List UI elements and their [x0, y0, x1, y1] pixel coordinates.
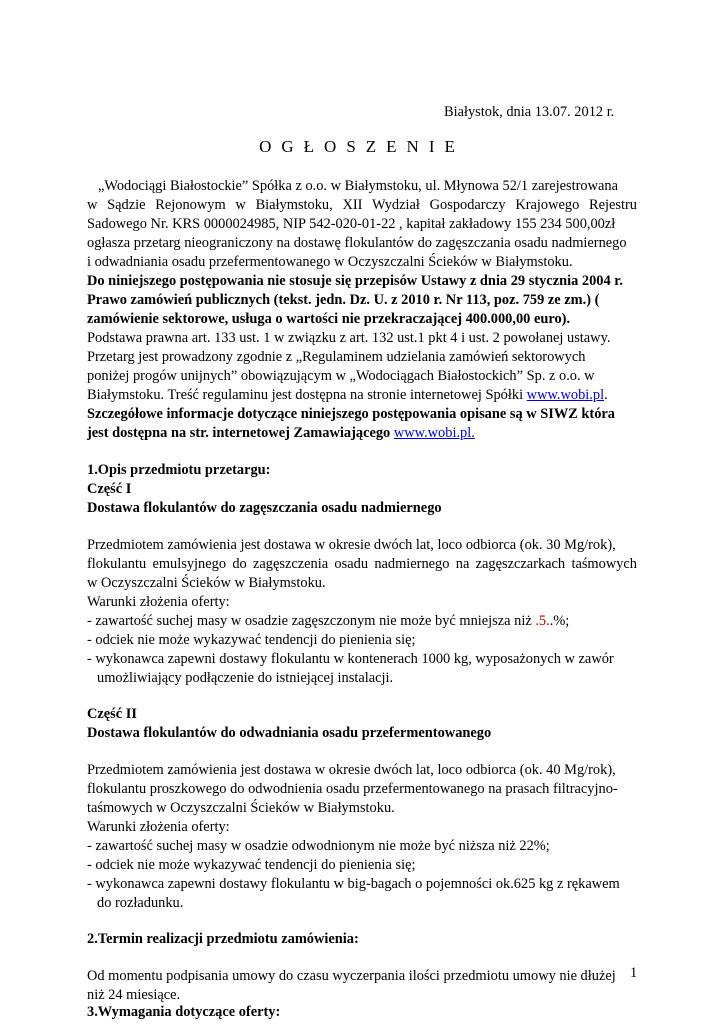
part2-desc-3: taśmowych w Oczyszczalni Ścieków w Białymstoku. — [87, 800, 395, 816]
section1-heading: 1.Opis przedmiotu przetargu: — [87, 462, 271, 478]
intro-line-9-text: Białymstoku. Treść regulaminu jest dostępna na stronie internetowej Spółki — [87, 387, 527, 403]
intro-bold-4: Szczegółowe informacje dotyczące niniejszego postępowania opisane są w SIWZ która — [87, 406, 615, 422]
intro-bold-5 — [87, 424, 475, 443]
section2-line-2: niż 24 miesiące. — [87, 987, 181, 1003]
website-link-2[interactable]: www.wobi.pl. — [393, 425, 475, 441]
intro-line-6: Podstawa prawna art. 133 ust. 1 w związku z art. 132 ust.1 pkt 4 i ust. 2 powołanej ustawy. — [87, 330, 611, 346]
intro-bold-3: zamówienie sektorowe, usługa o wartości nie przekraczającej 400.000,00 euro). — [87, 311, 571, 327]
part1-conditions-label: Warunki złożenia oferty: — [87, 594, 230, 610]
part1-condition-1-text: - zawartość suchej masy w osadzie zagęszczonym nie może być mniejsza niż — [87, 613, 536, 629]
part1-desc-2: flokulantu emulsyjnego do zagęszczenia osadu nadmiernego na zagęszczarkach taśmowych — [87, 556, 637, 572]
part2-condition-2: - odciek nie może wykazywać tendencji do pienienia się; — [87, 857, 416, 873]
intro-line-1: „Wodociągi Białostockie” Spółka z o.o. w Białymstoku, ul. Młynowa 52/1 zarejestrowana — [98, 178, 618, 194]
page-title: OGŁOSZENIE — [259, 137, 465, 156]
part2-label: Część II — [87, 706, 137, 722]
part1-desc-3: w Oczyszczalni Ścieków w Białymstoku. — [87, 575, 326, 591]
part1-condition-2: - odciek nie może wykazywać tendencji do pienienia się; — [87, 632, 416, 648]
part1-condition-1-value: .5. — [535, 613, 550, 629]
intro-line-5: i odwadniania osadu przefermentowanego w Oczyszczalni Ścieków w Białymstoku. — [87, 254, 573, 270]
part1-condition-1 — [87, 612, 569, 631]
date-line: Białystok, dnia 13.07. 2012 r. — [444, 104, 615, 120]
part2-condition-3a: - wykonawca zapewni dostawy flokulantu w big-bagach o pojemności ok.625 kg z rękawem — [87, 876, 620, 892]
website-link[interactable]: www.wobi.pl — [526, 387, 605, 403]
intro-bold-2: Prawo zamówień publicznych (tekst. jedn. Dz. U. z 2010 r. Nr 113, poz. 759 ze zm.) ( — [87, 292, 600, 308]
section3-heading: 3.Wymagania dotyczące oferty: — [87, 1004, 281, 1020]
intro-line-8: poniżej progów unijnych” obowiązującym w „Wodociągach Białostockich” Sp. z o.o. w — [87, 368, 595, 384]
intro-bold-5-text: jest dostępna na str. internetowej Zamawiającego — [87, 425, 394, 441]
part1-title: Dostawa flokulantów do zagęszczania osadu nadmiernego — [87, 500, 442, 516]
part2-condition-1: - zawartość suchej masy w osadzie odwodnionym nie może być niższa niż 22%; — [87, 838, 550, 854]
section2-heading: 2.Termin realizacji przedmiotu zamówienia: — [87, 931, 359, 947]
part2-desc-2: flokulantu proszkowego do odwodnienia osadu przefermentowanego na prasach filtracyjno- — [87, 781, 618, 797]
intro-line-3: Sadowego Nr. KRS 0000024985, NIP 542-020-01-22 , kapitał zakładowy 155 234 500,00zł — [87, 216, 616, 232]
intro-line-2: w Sądzie Rejonowym w Białymstoku, XII Wydział Gospodarczy Krajowego Rejestru — [87, 197, 637, 213]
part1-label: Część I — [87, 481, 132, 497]
intro-bold-1: Do niniejszego postępowania nie stosuje się przepisów Ustawy z dnia 29 stycznia 2004 r. — [87, 273, 623, 289]
part2-condition-3b: do rozładunku. — [97, 895, 184, 911]
part1-condition-3a: - wykonawca zapewni dostawy flokulantu w kontenerach 1000 kg, wyposażonych w zawór — [87, 651, 614, 667]
intro-line-9 — [87, 386, 608, 405]
intro-line-4: ogłasza przetarg nieograniczony na dostawę flokulantów do zagęszczania osadu nadmiernego — [87, 235, 627, 251]
page-number: 1 — [630, 965, 638, 981]
intro-line-7: Przetarg jest prowadzony zgodnie z „Regulaminem udzielania zamówień sektorowych — [87, 349, 586, 365]
part1-desc-1: Przedmiotem zamówienia jest dostawa w okresie dwóch lat, loco odbiorca (ok. 30 Mg/rok), — [87, 537, 616, 553]
part1-condition-1-end: .%; — [549, 613, 570, 629]
section2-line-1: Od momentu podpisania umowy do czasu wyczerpania ilości przedmiotu umowy nie dłużej — [87, 968, 616, 984]
part2-desc-1: Przedmiotem zamówienia jest dostawa w okresie dwóch lat, loco odbiorca (ok. 40 Mg/rok), — [87, 762, 616, 778]
intro-line-9-end: . — [604, 387, 608, 403]
part2-title: Dostawa flokulantów do odwadniania osadu przefermentowanego — [87, 725, 492, 741]
part2-conditions-label: Warunki złożenia oferty: — [87, 819, 230, 835]
part1-condition-3b: umożliwiający podłączenie do istniejącej instalacji. — [97, 670, 394, 686]
